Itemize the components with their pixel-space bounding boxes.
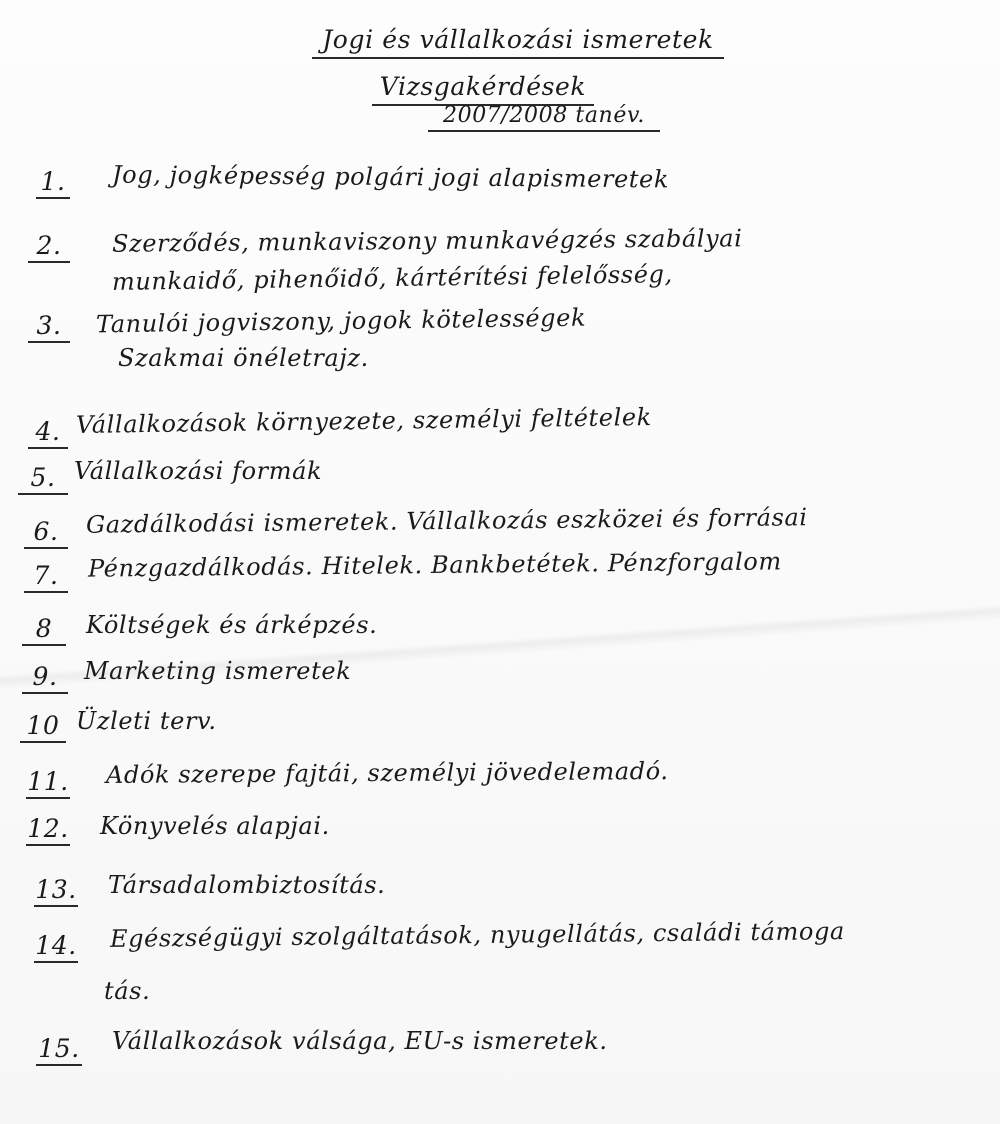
item-2-number: 2. bbox=[28, 232, 70, 263]
item-9-number: 9. bbox=[22, 663, 68, 694]
item-15-text: Vállalkozások válsága, EU-s ismeretek. bbox=[112, 1027, 608, 1055]
document-title: Jogi és vállalkozási ismeretek bbox=[312, 26, 724, 59]
item-11-number: 11. bbox=[26, 768, 70, 799]
item-6-number: 6. bbox=[24, 518, 68, 549]
item-3-text-line-2: Szakmai önéletrajz. bbox=[118, 344, 369, 372]
item-5-text: Vállalkozási formák bbox=[74, 457, 323, 485]
item-5-number: 5. bbox=[18, 464, 68, 495]
item-11-text: Adók szerepe fajtái, személyi jövedelemadó. bbox=[105, 757, 669, 789]
item-3-number: 3. bbox=[28, 312, 70, 343]
item-2-text-line-1: Szerződés, munkaviszony munkavégzés szabályai bbox=[111, 224, 743, 258]
item-12-number: 12. bbox=[26, 815, 70, 846]
item-1-number: 1. bbox=[36, 168, 70, 199]
item-1-text: Jog, jogképesség polgári jogi alapismeretek bbox=[111, 160, 670, 194]
item-7-number: 7. bbox=[24, 562, 68, 593]
item-12-text: Könyvelés alapjai. bbox=[100, 812, 330, 840]
document-subtitle: Vizsgakérdések bbox=[372, 73, 594, 106]
item-7-text: Pénzgazdálkodás. Hitelek. Bankbetétek. Pénzforgalom bbox=[87, 547, 782, 583]
item-9-text: Marketing ismeretek bbox=[84, 657, 352, 685]
item-14-number: 14. bbox=[34, 932, 78, 963]
school-year: 2007/2008 tanév. bbox=[428, 103, 660, 132]
item-14-text-line-1: Egészségügyi szolgáltatások, nyugellátás, családi támoga bbox=[109, 917, 846, 953]
item-8-number: 8 bbox=[22, 615, 66, 646]
item-2-text-line-2: munkaidő, pihenőidő, kártérítési felelősség, bbox=[111, 260, 673, 296]
item-10-text: Üzleti terv. bbox=[76, 707, 217, 735]
item-3-text-line-1: Tanulói jogviszony, jogok kötelességek bbox=[95, 303, 587, 339]
item-15-number: 15. bbox=[36, 1035, 82, 1066]
item-13-number: 13. bbox=[34, 876, 78, 907]
item-4-text: Vállalkozások környezete, személyi feltételek bbox=[75, 402, 653, 440]
item-8-text: Költségek és árképzés. bbox=[86, 611, 378, 639]
item-10-number: 10 bbox=[20, 712, 66, 743]
item-6-text: Gazdálkodási ismeretek. Vállalkozás eszközei és forrásai bbox=[85, 503, 808, 539]
item-13-text: Társadalombiztosítás. bbox=[108, 871, 386, 899]
item-14-text-line-2: tás. bbox=[104, 977, 151, 1005]
item-4-number: 4. bbox=[28, 418, 68, 449]
